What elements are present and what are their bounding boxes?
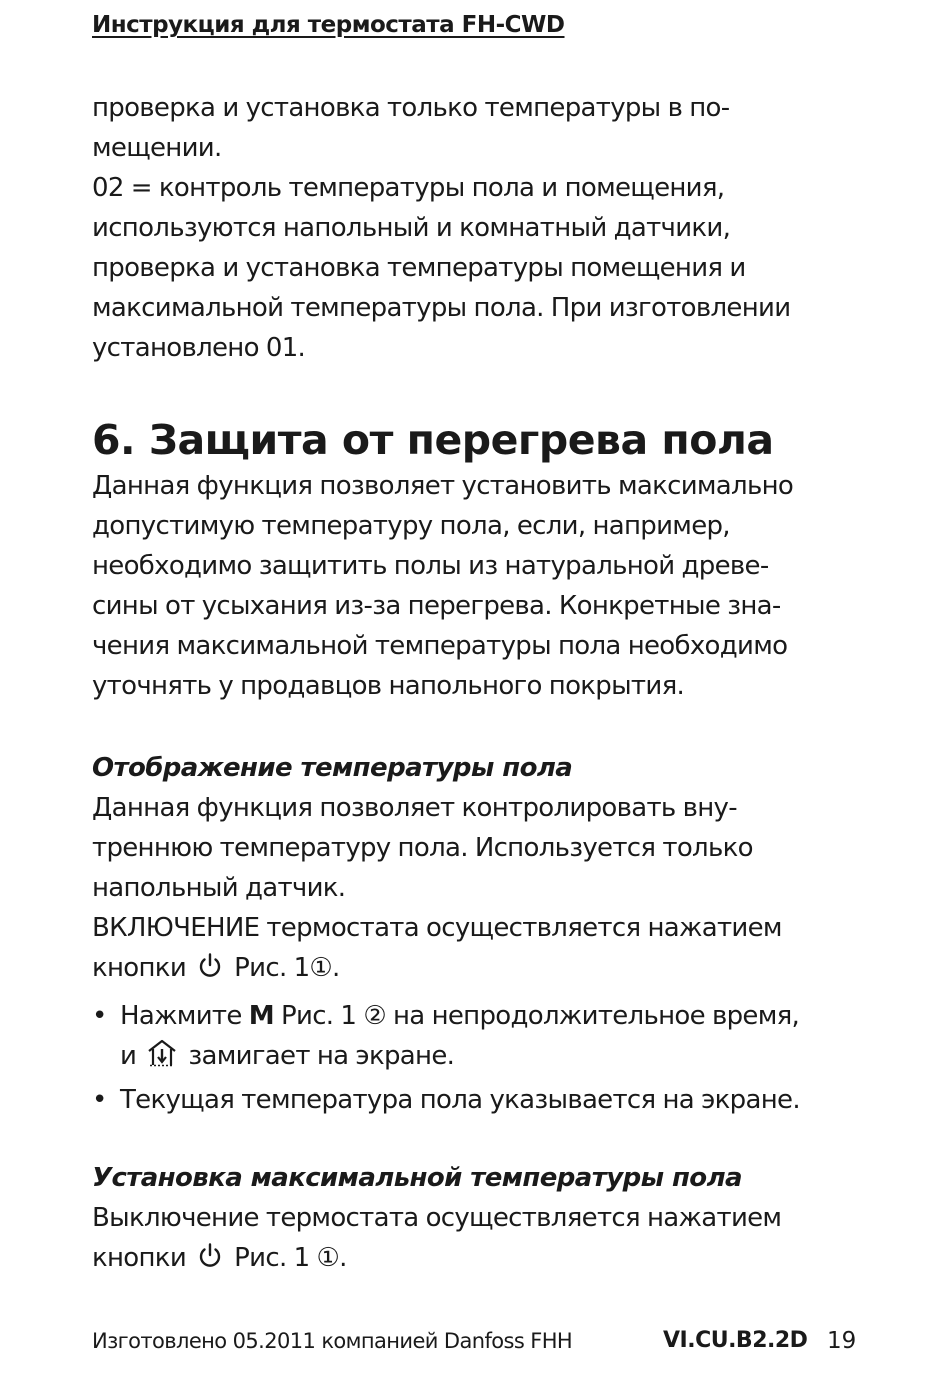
text-line: Выключение термостата осуществляется нажатием (92, 1203, 782, 1233)
text-line: проверка и установка температуры помещения и (92, 253, 746, 283)
text-fragment: кнопки (92, 953, 187, 983)
text-line: Данная функция позволяет установить максимально (92, 471, 794, 501)
text-fragment: Рис. 1 ② на непродолжительное время, (281, 1001, 800, 1031)
text-line: установлено 01. (92, 333, 306, 363)
running-header-title: Инструкция для термостата FH-CWD (92, 12, 565, 38)
text-line: ВКЛЮЧЕНИЕ термостата осуществляется нажатием (92, 913, 782, 943)
text-line: напольный датчик. (92, 873, 346, 903)
document-code: VI.CU.B2.2D (663, 1328, 808, 1353)
text-fragment: кнопки (92, 1243, 187, 1273)
intro-paragraph (92, 88, 882, 368)
text-fragment: и (120, 1041, 137, 1071)
text-fragment: Нажмите (120, 1001, 242, 1031)
text-line: Текущая температура пола указывается на экране. (120, 1085, 800, 1115)
text-line: 02 = контроль температуры пола и помещения, (92, 173, 725, 203)
text-line: максимальной температуры пола. При изготовлении (92, 293, 791, 323)
text-line: допустимую температуру пола, если, например, (92, 511, 730, 541)
figure-reference: Рис. 1 ①. (234, 1243, 347, 1273)
power-instruction-line (92, 1238, 882, 1282)
section-paragraph (92, 466, 882, 706)
text-line: чения максимальной температуры пола необходимо (92, 631, 788, 661)
text-line: треннюю температуру пола. Используется только (92, 833, 753, 863)
max-temp-subheading: Установка максимальной температуры пола (92, 1163, 742, 1193)
text-line: проверка и установка только температуры в по- (92, 93, 730, 123)
m-key-label: M (248, 1001, 274, 1031)
manufacturer-note: Изготовлено 05.2011 компанией Danfoss FHH (92, 1329, 573, 1353)
list-item (92, 1080, 882, 1120)
page-number: 19 (827, 1328, 857, 1354)
bullet-dot: • (92, 1001, 107, 1031)
power-icon (196, 952, 224, 992)
power-instruction-line (92, 948, 882, 992)
floor-sensor-icon (146, 1038, 178, 1080)
max-temp-paragraph (92, 1198, 882, 1282)
floor-display-subheading: Отображение температуры пола (92, 753, 573, 783)
text-line: сины от усыхания из-за перегрева. Конкретные зна- (92, 591, 781, 621)
text-line: Данная функция позволяет контролировать вну- (92, 793, 737, 823)
floor-display-paragraph (92, 788, 882, 992)
text-line: мещении. (92, 133, 222, 163)
power-icon (196, 1242, 224, 1282)
text-fragment: замигает на экране. (188, 1041, 455, 1071)
instruction-list (92, 996, 882, 1120)
section-heading: 6. Защита от перегрева пола (92, 416, 774, 464)
bullet-dot: • (92, 1085, 107, 1115)
figure-reference: Рис. 1①. (234, 953, 340, 983)
list-item (92, 996, 882, 1080)
text-line: используются напольный и комнатный датчики, (92, 213, 731, 243)
text-line: уточнять у продавцов напольного покрытия. (92, 671, 685, 701)
text-line: необходимо защитить полы из натуральной древе- (92, 551, 769, 581)
